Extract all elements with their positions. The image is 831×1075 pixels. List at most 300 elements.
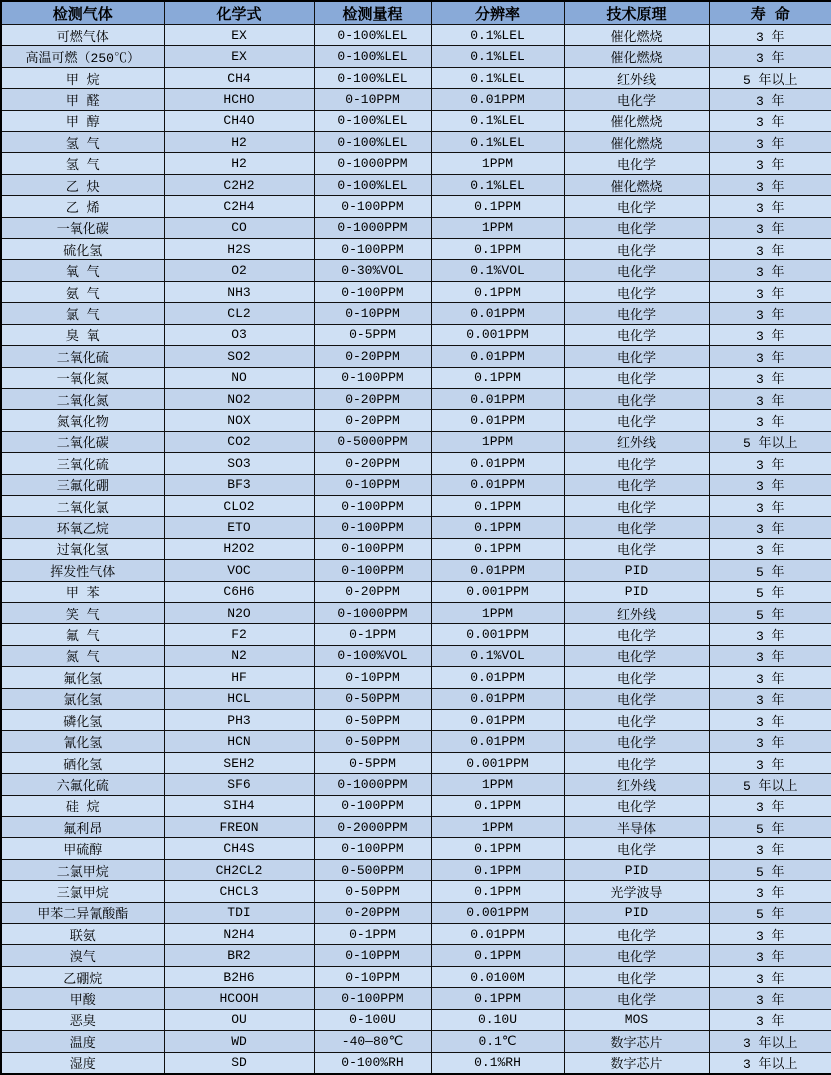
table-row [1,46,831,67]
gas-name-cell: 硒化氢 [1,752,164,773]
principle-cell: 电化学 [564,388,709,409]
range-cell: -40—80℃ [314,1031,431,1052]
range-cell: 0-100PPM [314,495,431,516]
lifespan-cell: 3 年 [709,46,831,67]
principle-cell: 电化学 [564,495,709,516]
header-cell-principle: 技术原理 [564,1,709,25]
table-row [1,517,831,538]
range-cell: 0-100PPM [314,517,431,538]
principle-cell: 电化学 [564,89,709,110]
formula-cell: NO [164,367,314,388]
table-row [1,710,831,731]
gas-name-cell: 硅 烷 [1,795,164,816]
gas-name-cell: 氯化氢 [1,688,164,709]
lifespan-cell: 3 年 [709,988,831,1009]
lifespan-cell: 3 年 [709,132,831,153]
resolution-cell: 1PPM [431,431,564,452]
table-row [1,474,831,495]
header-cell-lifespan: 寿 命 [709,1,831,25]
principle-cell: 红外线 [564,602,709,623]
principle-cell: 电化学 [564,731,709,752]
resolution-cell: 0.1%LEL [431,67,564,88]
formula-cell: VOC [164,560,314,581]
principle-cell: 电化学 [564,281,709,302]
formula-cell: H2O2 [164,538,314,559]
principle-cell: PID [564,560,709,581]
resolution-cell: 0.1%LEL [431,132,564,153]
table-row [1,1052,831,1074]
range-cell: 0-20PPM [314,902,431,923]
range-cell: 0-10PPM [314,303,431,324]
lifespan-cell: 3 年以上 [709,1052,831,1074]
table-row [1,495,831,516]
resolution-cell: 0.001PPM [431,324,564,345]
header-cell-resolution: 分辨率 [431,1,564,25]
principle-cell: 电化学 [564,795,709,816]
range-cell: 0-100%VOL [314,645,431,666]
formula-cell: H2S [164,239,314,260]
table-row [1,346,831,367]
formula-cell: SD [164,1052,314,1074]
table-row [1,153,831,174]
gas-name-cell: 高温可燃（250℃） [1,46,164,67]
principle-cell: 电化学 [564,517,709,538]
formula-cell: C6H6 [164,581,314,602]
range-cell: 0-100%LEL [314,110,431,131]
gas-name-cell: 可燃气体 [1,25,164,46]
gas-name-cell: 二氧化硫 [1,346,164,367]
range-cell: 0-100U [314,1009,431,1030]
formula-cell: SO3 [164,453,314,474]
formula-cell: O3 [164,324,314,345]
lifespan-cell: 5 年以上 [709,67,831,88]
lifespan-cell: 5 年 [709,581,831,602]
resolution-cell: 0.1%LEL [431,110,564,131]
range-cell: 0-20PPM [314,346,431,367]
principle-cell: 数字芯片 [564,1052,709,1074]
table-row [1,688,831,709]
lifespan-cell: 3 年 [709,645,831,666]
range-cell: 0-100PPM [314,367,431,388]
resolution-cell: 0.1PPM [431,859,564,880]
formula-cell: CH4O [164,110,314,131]
lifespan-cell: 3 年 [709,89,831,110]
formula-cell: CLO2 [164,495,314,516]
resolution-cell: 0.01PPM [431,667,564,688]
gas-name-cell: 甲苯二异氰酸酯 [1,902,164,923]
formula-cell: O2 [164,260,314,281]
table-row [1,645,831,666]
lifespan-cell: 3 年 [709,838,831,859]
gas-name-cell: 笑 气 [1,602,164,623]
gas-name-cell: 氧 气 [1,260,164,281]
range-cell: 0-100PPM [314,239,431,260]
formula-cell: WD [164,1031,314,1052]
formula-cell: EX [164,25,314,46]
formula-cell: FREON [164,817,314,838]
gas-name-cell: 三氯甲烷 [1,881,164,902]
principle-cell: 催化燃烧 [564,46,709,67]
principle-cell: 电化学 [564,538,709,559]
gas-name-cell: 温度 [1,1031,164,1052]
formula-cell: NO2 [164,388,314,409]
gas-name-cell: 挥发性气体 [1,560,164,581]
gas-name-cell: 氮氧化物 [1,410,164,431]
table-row [1,988,831,1009]
table-row [1,1031,831,1052]
formula-cell: C2H4 [164,196,314,217]
formula-cell: CH4S [164,838,314,859]
resolution-cell: 0.01PPM [431,474,564,495]
header-cell-gas-name: 检测气体 [1,1,164,25]
principle-cell: 电化学 [564,239,709,260]
header-row [1,1,831,25]
gas-name-cell: 臭 氧 [1,324,164,345]
gas-name-cell: 氰化氢 [1,731,164,752]
principle-cell: 电化学 [564,945,709,966]
formula-cell: BF3 [164,474,314,495]
range-cell: 0-100PPM [314,988,431,1009]
range-cell: 0-10PPM [314,89,431,110]
formula-cell: CH4 [164,67,314,88]
table-row [1,67,831,88]
principle-cell: 电化学 [564,196,709,217]
table-row [1,924,831,945]
resolution-cell: 0.1PPM [431,538,564,559]
resolution-cell: 0.1PPM [431,838,564,859]
lifespan-cell: 3 年 [709,966,831,987]
formula-cell: HCHO [164,89,314,110]
resolution-cell: 0.1%LEL [431,46,564,67]
table-row [1,388,831,409]
formula-cell: B2H6 [164,966,314,987]
lifespan-cell: 3 年 [709,731,831,752]
formula-cell: F2 [164,624,314,645]
formula-cell: C2H2 [164,174,314,195]
principle-cell: 电化学 [564,688,709,709]
gas-name-cell: 氟化氢 [1,667,164,688]
gas-name-cell: 湿度 [1,1052,164,1074]
formula-cell: OU [164,1009,314,1030]
lifespan-cell: 3 年 [709,924,831,945]
range-cell: 0-20PPM [314,388,431,409]
range-cell: 0-100PPM [314,281,431,302]
table-row [1,581,831,602]
resolution-cell: 1PPM [431,153,564,174]
formula-cell: HCN [164,731,314,752]
principle-cell: 电化学 [564,153,709,174]
range-cell: 0-100PPM [314,795,431,816]
range-cell: 0-2000PPM [314,817,431,838]
gas-name-cell: 氢 气 [1,132,164,153]
gas-name-cell: 甲 醇 [1,110,164,131]
lifespan-cell: 3 年 [709,688,831,709]
formula-cell: H2 [164,153,314,174]
principle-cell: 电化学 [564,217,709,238]
table-row [1,902,831,923]
table-row [1,731,831,752]
formula-cell: SEH2 [164,752,314,773]
lifespan-cell: 3 年 [709,495,831,516]
gas-name-cell: 一氧化氮 [1,367,164,388]
resolution-cell: 0.10U [431,1009,564,1030]
gas-name-cell: 恶臭 [1,1009,164,1030]
gas-name-cell: 乙硼烷 [1,966,164,987]
lifespan-cell: 3 年 [709,752,831,773]
formula-cell: CL2 [164,303,314,324]
resolution-cell: 1PPM [431,774,564,795]
gas-name-cell: 氟利昂 [1,817,164,838]
table-row [1,966,831,987]
range-cell: 0-5PPM [314,752,431,773]
lifespan-cell: 3 年 [709,945,831,966]
lifespan-cell: 3 年 [709,174,831,195]
principle-cell: MOS [564,1009,709,1030]
table-row [1,945,831,966]
resolution-cell: 0.1PPM [431,495,564,516]
gas-name-cell: 甲 醛 [1,89,164,110]
table-header [1,1,831,25]
resolution-cell: 0.01PPM [431,388,564,409]
resolution-cell: 0.1%RH [431,1052,564,1074]
lifespan-cell: 3 年 [709,388,831,409]
range-cell: 0-100PPM [314,196,431,217]
lifespan-cell: 3 年 [709,710,831,731]
resolution-cell: 0.1PPM [431,281,564,302]
table-row [1,410,831,431]
principle-cell: 催化燃烧 [564,25,709,46]
gas-name-cell: 甲酸 [1,988,164,1009]
range-cell: 0-20PPM [314,453,431,474]
gas-name-cell: 二氧化碳 [1,431,164,452]
formula-cell: CO [164,217,314,238]
principle-cell: 电化学 [564,624,709,645]
principle-cell: 电化学 [564,410,709,431]
formula-cell: EX [164,46,314,67]
lifespan-cell: 3 年 [709,453,831,474]
resolution-cell: 0.01PPM [431,731,564,752]
principle-cell: 电化学 [564,453,709,474]
formula-cell: CHCL3 [164,881,314,902]
resolution-cell: 0.1PPM [431,196,564,217]
lifespan-cell: 3 年 [709,410,831,431]
table-row [1,239,831,260]
resolution-cell: 0.1%LEL [431,25,564,46]
lifespan-cell: 3 年 [709,795,831,816]
range-cell: 0-50PPM [314,688,431,709]
resolution-cell: 1PPM [431,217,564,238]
resolution-cell: 0.001PPM [431,624,564,645]
range-cell: 0-1000PPM [314,153,431,174]
lifespan-cell: 3 年 [709,324,831,345]
principle-cell: 光学波导 [564,881,709,902]
table-row [1,303,831,324]
formula-cell: PH3 [164,710,314,731]
lifespan-cell: 5 年 [709,817,831,838]
table-row [1,774,831,795]
table-row [1,560,831,581]
principle-cell: PID [564,581,709,602]
gas-name-cell: 三氟化硼 [1,474,164,495]
lifespan-cell: 3 年 [709,881,831,902]
header-cell-formula: 化学式 [164,1,314,25]
lifespan-cell: 3 年 [709,538,831,559]
table-row [1,431,831,452]
principle-cell: 催化燃烧 [564,110,709,131]
resolution-cell: 0.001PPM [431,752,564,773]
range-cell: 0-100PPM [314,560,431,581]
gas-name-cell: 氟 气 [1,624,164,645]
lifespan-cell: 3 年 [709,624,831,645]
resolution-cell: 0.01PPM [431,303,564,324]
formula-cell: BR2 [164,945,314,966]
principle-cell: 催化燃烧 [564,132,709,153]
principle-cell: PID [564,859,709,880]
lifespan-cell: 3 年 [709,281,831,302]
gas-name-cell: 乙 烯 [1,196,164,217]
table-row [1,217,831,238]
gas-name-cell: 甲 苯 [1,581,164,602]
resolution-cell: 0.1%VOL [431,260,564,281]
table-row [1,25,831,46]
lifespan-cell: 5 年以上 [709,431,831,452]
lifespan-cell: 5 年以上 [709,774,831,795]
gas-name-cell: 一氧化碳 [1,217,164,238]
table-row [1,89,831,110]
table-row [1,110,831,131]
table-row [1,624,831,645]
resolution-cell: 0.01PPM [431,89,564,110]
principle-cell: 电化学 [564,260,709,281]
range-cell: 0-5000PPM [314,431,431,452]
lifespan-cell: 3 年 [709,217,831,238]
resolution-cell: 0.1%LEL [431,174,564,195]
resolution-cell: 0.01PPM [431,560,564,581]
resolution-cell: 0.01PPM [431,924,564,945]
principle-cell: 电化学 [564,710,709,731]
resolution-cell: 1PPM [431,817,564,838]
range-cell: 0-5PPM [314,324,431,345]
gas-name-cell: 甲硫醇 [1,838,164,859]
lifespan-cell: 3 年 [709,153,831,174]
table-row [1,281,831,302]
resolution-cell: 0.1PPM [431,988,564,1009]
resolution-cell: 0.001PPM [431,902,564,923]
gas-name-cell: 过氧化氢 [1,538,164,559]
principle-cell: 电化学 [564,988,709,1009]
table-body [1,25,831,1075]
table-row [1,881,831,902]
range-cell: 0-100PPM [314,538,431,559]
table-row [1,795,831,816]
table-row [1,324,831,345]
table-row [1,817,831,838]
range-cell: 0-1PPM [314,624,431,645]
gas-name-cell: 二氧化氯 [1,495,164,516]
principle-cell: 电化学 [564,838,709,859]
formula-cell: SF6 [164,774,314,795]
formula-cell: HCL [164,688,314,709]
gas-name-cell: 三氧化硫 [1,453,164,474]
principle-cell: 催化燃烧 [564,174,709,195]
range-cell: 0-100%LEL [314,174,431,195]
resolution-cell: 0.01PPM [431,688,564,709]
resolution-cell: 0.0100M [431,966,564,987]
gas-name-cell: 氢 气 [1,153,164,174]
lifespan-cell: 3 年 [709,517,831,538]
lifespan-cell: 3 年 [709,110,831,131]
lifespan-cell: 5 年 [709,560,831,581]
range-cell: 0-50PPM [314,881,431,902]
formula-cell: N2O [164,602,314,623]
lifespan-cell: 3 年 [709,474,831,495]
range-cell: 0-50PPM [314,731,431,752]
principle-cell: 电化学 [564,324,709,345]
resolution-cell: 0.1PPM [431,367,564,388]
gas-name-cell: 二氯甲烷 [1,859,164,880]
lifespan-cell: 3 年 [709,346,831,367]
range-cell: 0-100%LEL [314,132,431,153]
principle-cell: 红外线 [564,431,709,452]
principle-cell: 电化学 [564,346,709,367]
range-cell: 0-10PPM [314,966,431,987]
resolution-cell: 0.01PPM [431,710,564,731]
lifespan-cell: 5 年 [709,902,831,923]
lifespan-cell: 3 年 [709,667,831,688]
resolution-cell: 0.01PPM [431,453,564,474]
table-row [1,859,831,880]
principle-cell: 电化学 [564,924,709,945]
resolution-cell: 0.1%VOL [431,645,564,666]
range-cell: 0-100%RH [314,1052,431,1074]
formula-cell: SO2 [164,346,314,367]
principle-cell: 电化学 [564,667,709,688]
range-cell: 0-10PPM [314,667,431,688]
range-cell: 0-100%LEL [314,25,431,46]
table-row [1,260,831,281]
gas-name-cell: 氯 气 [1,303,164,324]
range-cell: 0-500PPM [314,859,431,880]
lifespan-cell: 3 年 [709,303,831,324]
resolution-cell: 0.1PPM [431,881,564,902]
range-cell: 0-100PPM [314,838,431,859]
range-cell: 0-1PPM [314,924,431,945]
table-row [1,132,831,153]
table-row [1,453,831,474]
formula-cell: TDI [164,902,314,923]
formula-cell: NH3 [164,281,314,302]
resolution-cell: 0.1℃ [431,1031,564,1052]
formula-cell: CO2 [164,431,314,452]
formula-cell: N2 [164,645,314,666]
table-row [1,752,831,773]
formula-cell: H2 [164,132,314,153]
lifespan-cell: 3 年 [709,367,831,388]
lifespan-cell: 3 年 [709,196,831,217]
table-row [1,196,831,217]
resolution-cell: 0.1PPM [431,239,564,260]
gas-name-cell: 硫化氢 [1,239,164,260]
lifespan-cell: 3 年 [709,260,831,281]
table-row [1,367,831,388]
resolution-cell: 1PPM [431,602,564,623]
table-row [1,667,831,688]
gas-name-cell: 溴气 [1,945,164,966]
gas-name-cell: 环氧乙烷 [1,517,164,538]
gas-name-cell: 六氟化硫 [1,774,164,795]
table-row [1,602,831,623]
lifespan-cell: 3 年 [709,1009,831,1030]
